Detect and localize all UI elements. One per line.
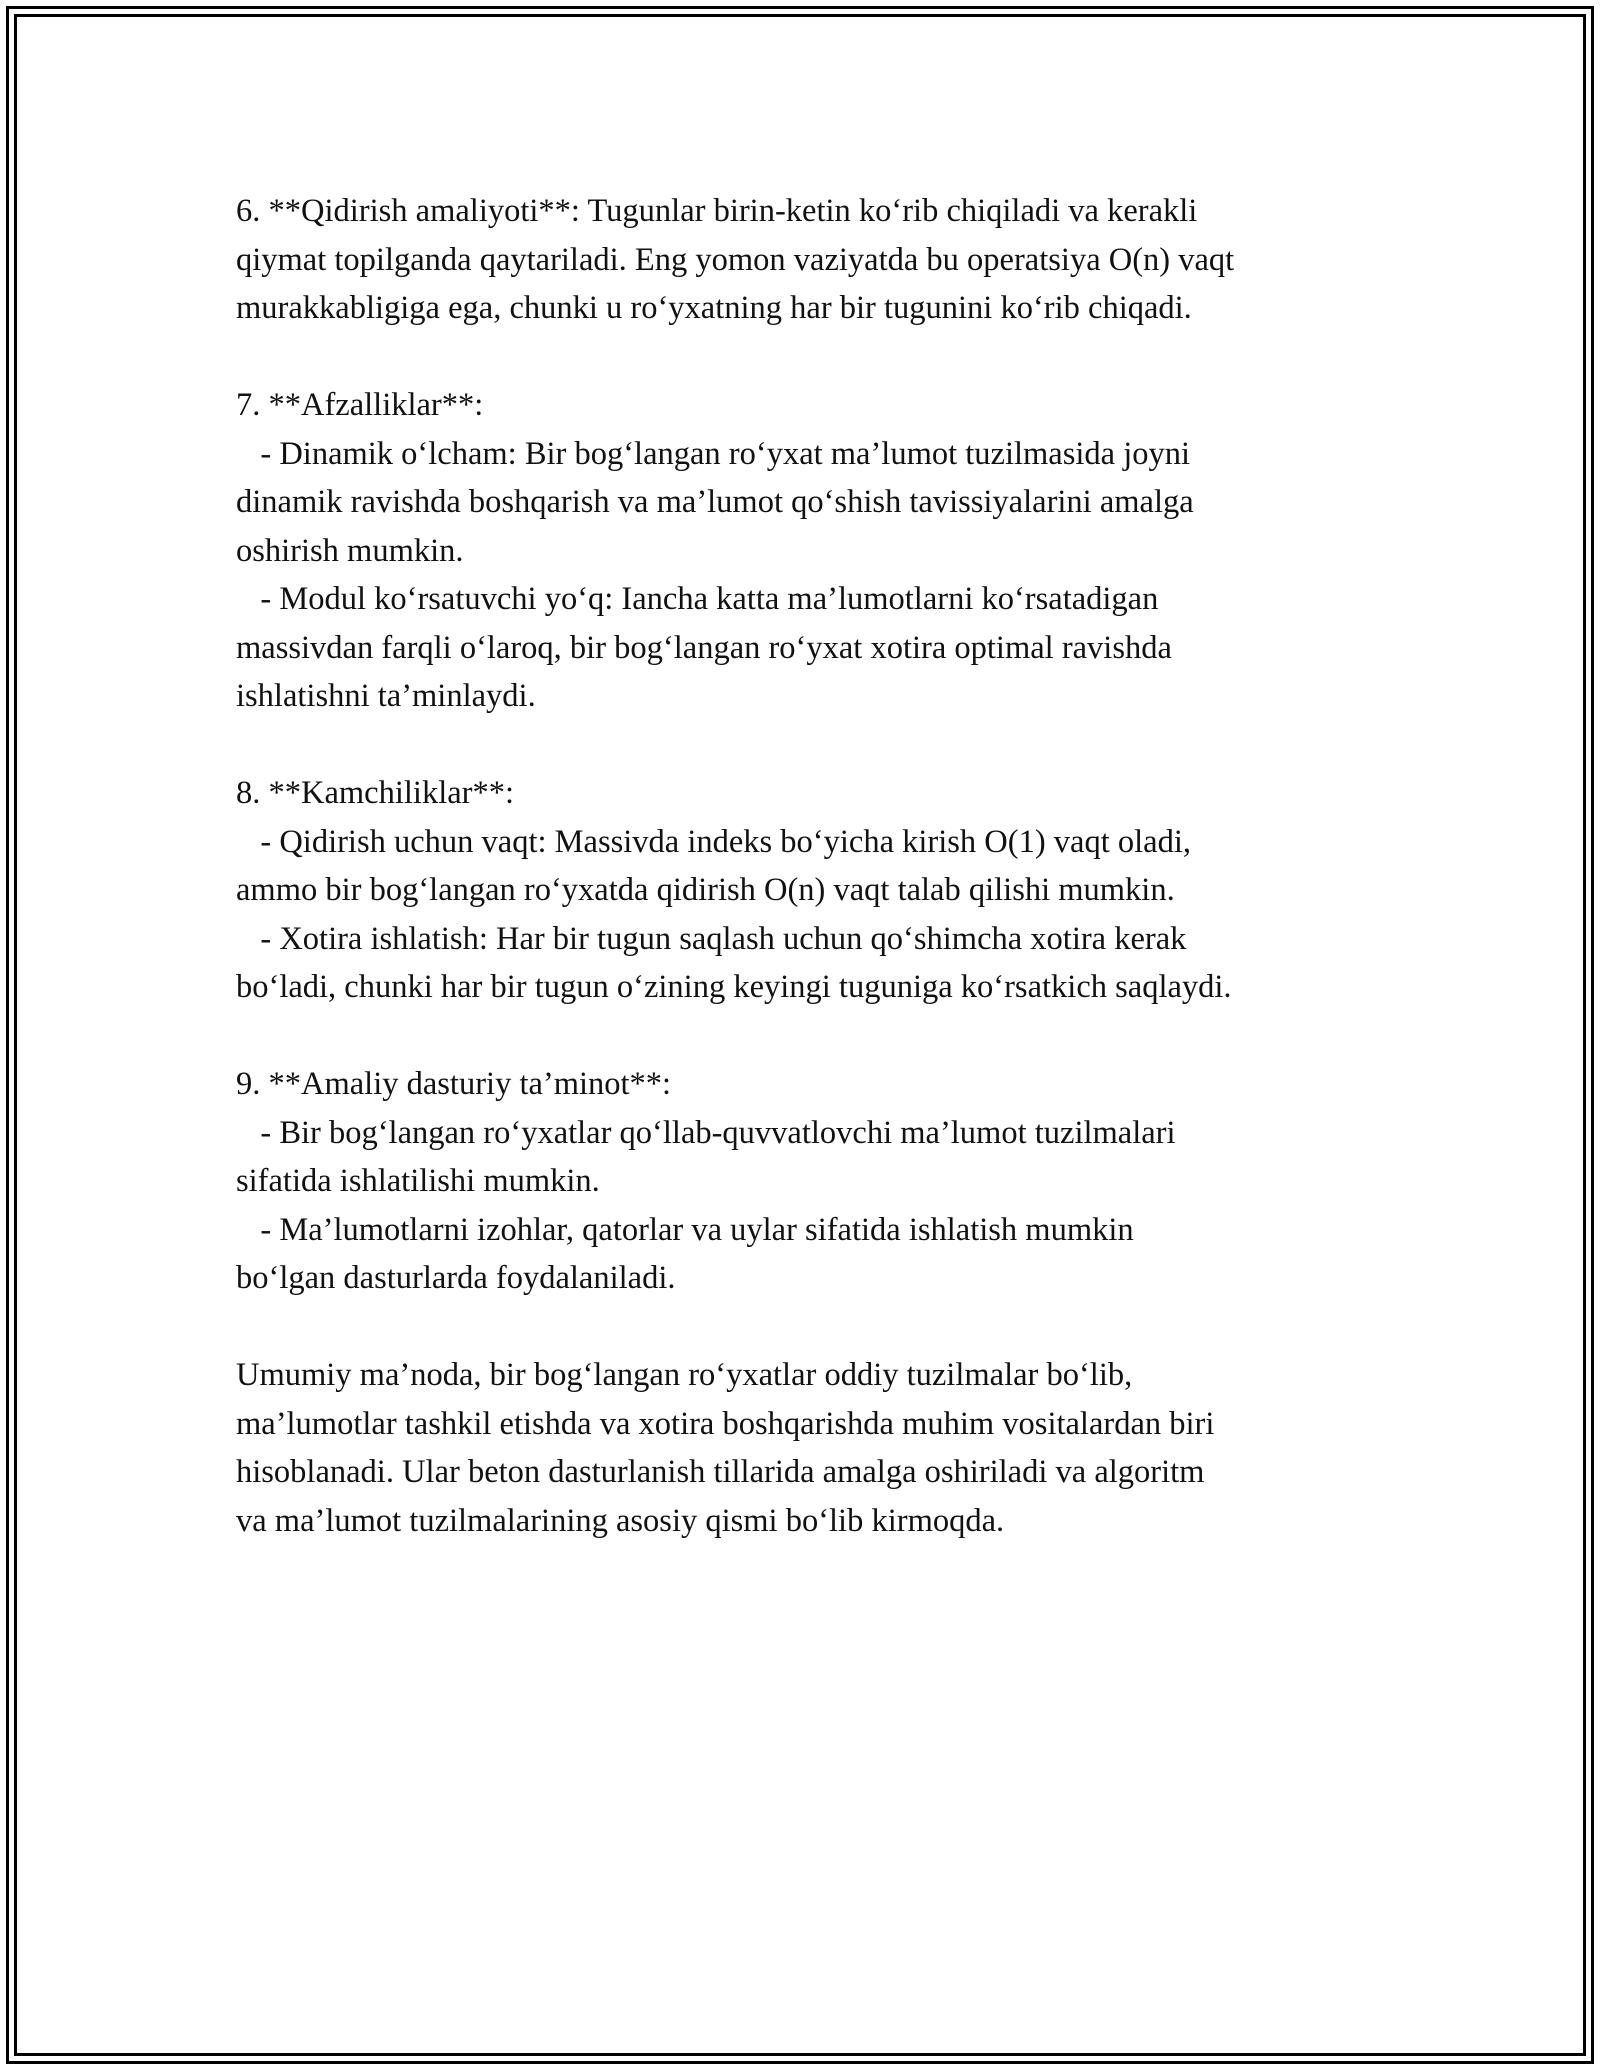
paragraph-search-operation <box>236 187 1416 333</box>
text-line: - Qidirish uchun vaqt: Massivda indeks bo‘yicha kirish O(1) vaqt oladi, <box>236 823 1191 860</box>
text-line: - Ma’lumotlarni izohlar, qatorlar va uylar sifatida ishlatish mumkin <box>236 1211 1134 1248</box>
text-line: - Xotira ishlatish: Har bir tugun saqlash uchun qo‘shimcha xotira kerak <box>236 920 1187 957</box>
document-body <box>236 187 1416 1594</box>
text-line: - Dinamik o‘lcham: Bir bog‘langan ro‘yxat ma’lumot tuzilmasida joyni <box>236 435 1191 472</box>
text-line: oshirish mumkin. <box>236 532 464 569</box>
text-line: massivdan farqli o‘laroq, bir bog‘langan ro‘yxat xotira optimal ravishda <box>236 629 1172 666</box>
text-line: ma’lumotlar tashkil etishda va xotira boshqarishda muhim vositalardan biri <box>236 1405 1215 1442</box>
text-line: va ma’lumot tuzilmalarining asosiy qismi bo‘lib kirmoqda. <box>236 1502 1005 1539</box>
text-line: 6. **Qidirish amaliyoti**: Tugunlar birin-ketin ko‘rib chiqiladi va kerakli <box>236 193 1198 229</box>
text-line: - Bir bog‘langan ro‘yxatlar qo‘llab-quvvatlovchi ma’lumot tuzilmalari <box>236 1114 1176 1151</box>
paragraph-advantages <box>236 381 1416 721</box>
paragraph-summary <box>236 1351 1416 1545</box>
text-line: bo‘ladi, chunki har bir tugun o‘zining keyingi tuguniga ko‘rsatkich saqlaydi. <box>236 969 1232 1005</box>
text-line: sifatida ishlatilishi mumkin. <box>236 1163 600 1199</box>
text-line: Umumiy ma’noda, bir bog‘langan ro‘yxatlar oddiy tuzilmalar bo‘lib, <box>236 1357 1133 1393</box>
paragraph-applications <box>236 1060 1416 1303</box>
text-line: ishlatishni ta’minlaydi. <box>236 678 536 714</box>
text-line: dinamik ravishda boshqarish va ma’lumot qo‘shish tavissiyalarini amalga <box>236 484 1194 520</box>
text-line: bo‘lgan dasturlarda foydalaniladi. <box>236 1260 676 1296</box>
section-heading: 9. **Amaliy dasturiy ta’minot**: <box>236 1066 672 1102</box>
text-line: - Modul ko‘rsatuvchi yo‘q: Iancha katta ma’lumotlarni ko‘rsatadigan <box>236 581 1159 617</box>
paragraph-disadvantages <box>236 769 1416 1012</box>
section-heading: 7. **Afzalliklar**: <box>236 387 484 423</box>
text-line: murakkabligiga ega, chunki u ro‘yxatning har bir tugunini ko‘rib chiqadi. <box>236 290 1192 326</box>
text-line: qiymat topilganda qaytariladi. Eng yomon vaziyatda bu operatsiya O(n) vaqt <box>236 241 1235 278</box>
text-line: hisoblanadi. Ular beton dasturlanish tillarida amalga oshiriladi va algoritm <box>236 1454 1205 1490</box>
section-heading: 8. **Kamchiliklar**: <box>236 775 514 811</box>
text-line: ammo bir bog‘langan ro‘yxatda qidirish O(n) vaqt talab qilishi mumkin. <box>236 872 1175 908</box>
